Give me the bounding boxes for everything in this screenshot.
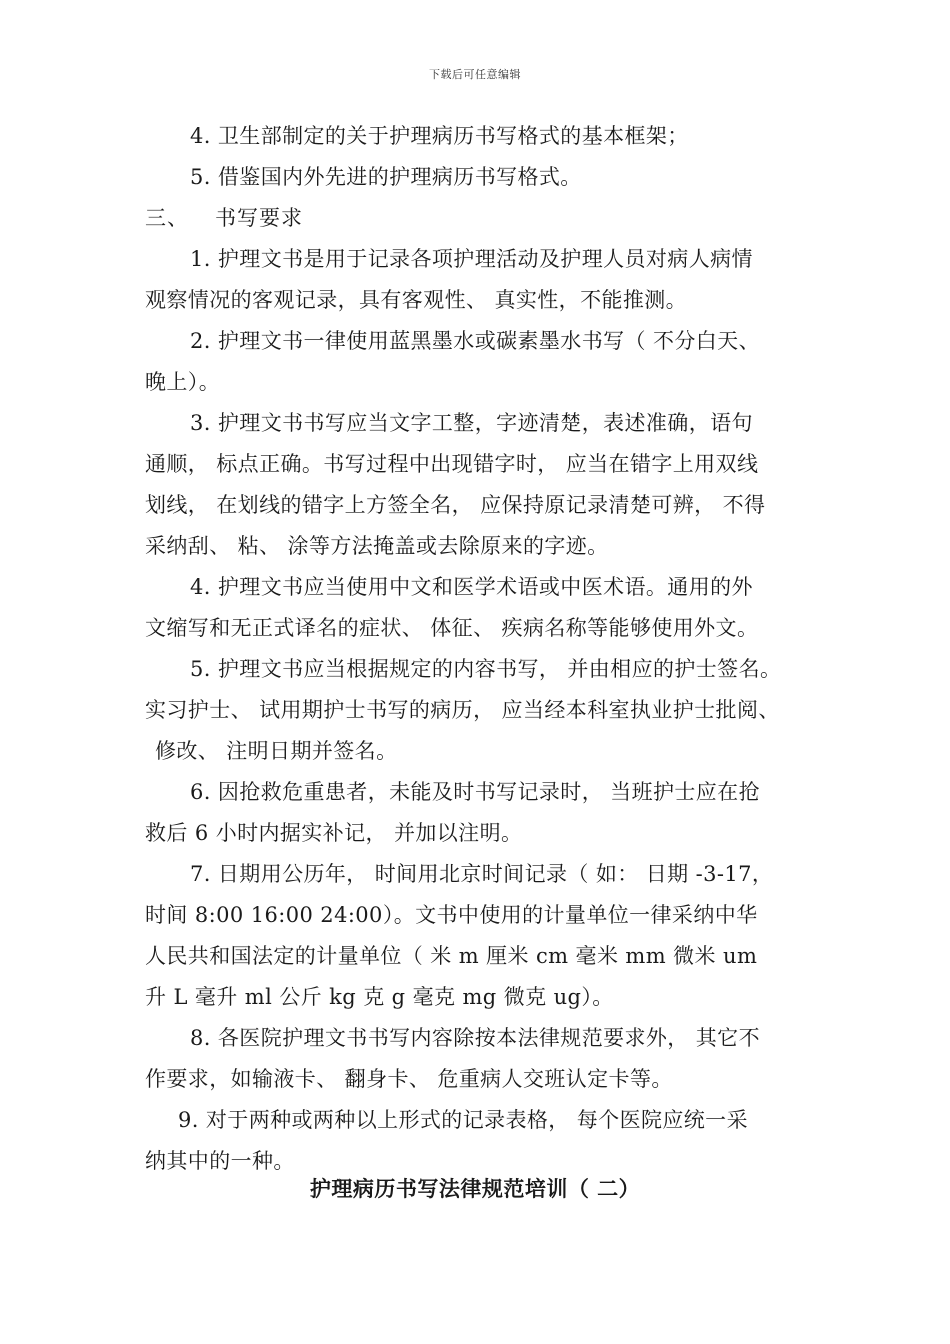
paragraph-line: 观察情况的客观记录，具有客观性、 真实性，不能推测。 <box>145 288 688 312</box>
paragraph-line: 6. 因抢救危重患者，未能及时书写记录时， 当班护士应在抢 <box>190 780 760 804</box>
section-title: 书写要求 <box>215 206 303 230</box>
paragraph-line: 9. 对于两种或两种以上形式的记录表格， 每个医院应统一采 <box>178 1108 748 1132</box>
paragraph-line: 通顺， 标点正确。书写过程中出现错字时， 应当在错字上用双线 <box>145 452 759 476</box>
paragraph-line: 作要求，如输液卡、 翻身卡、 危重病人交班认定卡等。 <box>145 1067 673 1091</box>
paragraph-line: 5. 护理文书应当根据规定的内容书写， 并由相应的护士签名。 <box>190 657 782 681</box>
page-header-note: 下载后可任意编辑 <box>429 68 521 81</box>
paragraph-line: 文缩写和无正式译名的症状、 体征、 疾病名称等能够使用外文。 <box>145 616 759 640</box>
paragraph-line: 采纳刮、 粘、 涂等方法掩盖或去除原来的字迹。 <box>145 534 609 558</box>
document-body <box>145 116 820 1182</box>
paragraph-line: 升 L 毫升 ml 公斤 kg 克 g 毫克 mg 微克 ug）。 <box>145 985 614 1009</box>
paragraph-line: 修改、 注明日期并签名。 <box>155 739 398 763</box>
paragraph-line: 3. 护理文书书写应当文字工整，字迹清楚，表述准确，语句 <box>190 411 753 435</box>
paragraph-line: 1. 护理文书是用于记录各项护理活动及护理人员对病人病情 <box>190 247 753 271</box>
paragraph-line: 7. 日期用公历年， 时间用北京时间记录（ 如： 日期 -3-17， <box>190 862 774 886</box>
paragraph-line: 4. 护理文书应当使用中文和医学术语或中医术语。通用的外 <box>190 575 753 599</box>
paragraph-line: 纳其中的一种。 <box>145 1149 295 1173</box>
paragraph-line: 人民共和国法定的计量单位（ 米 m 厘米 cm 毫米 mm 微米 um <box>145 944 758 968</box>
section-heading <box>145 198 820 239</box>
paragraph-line: 救后 6 小时内据实补记， 并加以注明。 <box>145 821 523 845</box>
paragraph-line: 2. 护理文书一律使用蓝黑墨水或碳素墨水书写（ 不分白天、 <box>190 329 760 353</box>
paragraph-line: 4. 卫生部制定的关于护理病历书写格式的基本框架； <box>190 124 689 148</box>
paragraph-line: 划线， 在划线的错字上方签全名， 应保持原记录清楚可辨， 不得 <box>145 493 766 517</box>
paragraph-line: 8. 各医院护理文书书写内容除按本法律规范要求外， 其它不 <box>190 1026 760 1050</box>
paragraph-line: 5. 借鉴国内外先进的护理病历书写格式。 <box>190 165 582 189</box>
section-number: 三、 <box>145 206 189 230</box>
document-title: 护理病历书写法律规范培训（ 二） <box>309 1177 641 1201</box>
paragraph-line: 时间 8:00 16:00 24:00）。文书中使用的计量单位一律采纳中华 <box>145 903 758 927</box>
paragraph-line: 实习护士、 试用期护士书写的病历， 应当经本科室执业护士批阅、 <box>145 698 780 722</box>
paragraph-line: 晚上）。 <box>145 370 221 394</box>
